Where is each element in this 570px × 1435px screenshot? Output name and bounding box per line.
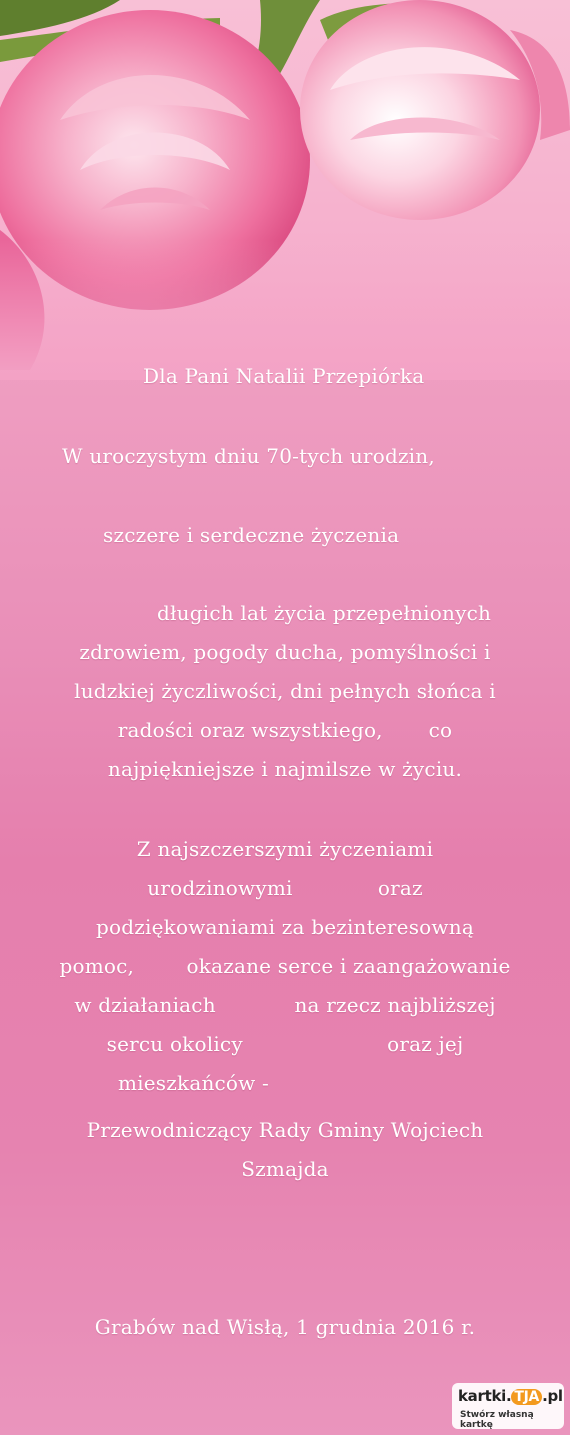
thanks-line-7: mieszkańców - [118, 1071, 269, 1095]
wish-line-3: ludzkiej życzliwości, dni pełnych słońca i [74, 679, 496, 703]
signature-line-2: Szmajda [241, 1157, 329, 1181]
thanks-line-2: urodzinowymi oraz [147, 876, 423, 900]
logo-tagline: Stwórz własną kartkę [460, 1410, 534, 1430]
thanks-line-4: pomoc, okazane serce i zaangażowanie [59, 954, 511, 978]
wish-line-5: najpiękniejsze i najmilsze w życiu. [107, 757, 463, 781]
wish-line-4: radości oraz wszystkiego, co [117, 718, 453, 742]
wish-line-2: zdrowiem, pogody ducha, pomyślności i [79, 640, 491, 664]
logo-brand-prefix: kartki. [458, 1387, 512, 1405]
thanks-line-6: sercu okolicy oraz jej [106, 1032, 464, 1056]
thanks-line-1: Z najszczerszymi życzeniami [136, 837, 434, 861]
logo-brand-suffix: .pl [542, 1387, 563, 1405]
wishes-heading: szczere i serdeczne życzenia [103, 523, 400, 547]
signature-line-1: Przewodniczący Rady Gminy Wojciech [86, 1118, 484, 1142]
wish-line-1: długich lat życia przepełnionych [157, 601, 492, 625]
occasion-line: W uroczystym dniu 70-tych urodzin, [62, 444, 435, 468]
place-date: Grabów nad Wisłą, 1 grudnia 2016 r. [94, 1315, 476, 1339]
thanks-line-3: podziękowaniami za bezinteresowną [96, 915, 474, 939]
thanks-line-5: w działaniach na rzecz najbliższej [74, 993, 496, 1017]
recipient-line: Dla Pani Natalii Przepiórka [143, 364, 425, 388]
logo-brand-highlight: TJA [511, 1389, 542, 1405]
logo-brand [458, 1387, 563, 1405]
kartki-logo[interactable] [452, 1383, 564, 1429]
